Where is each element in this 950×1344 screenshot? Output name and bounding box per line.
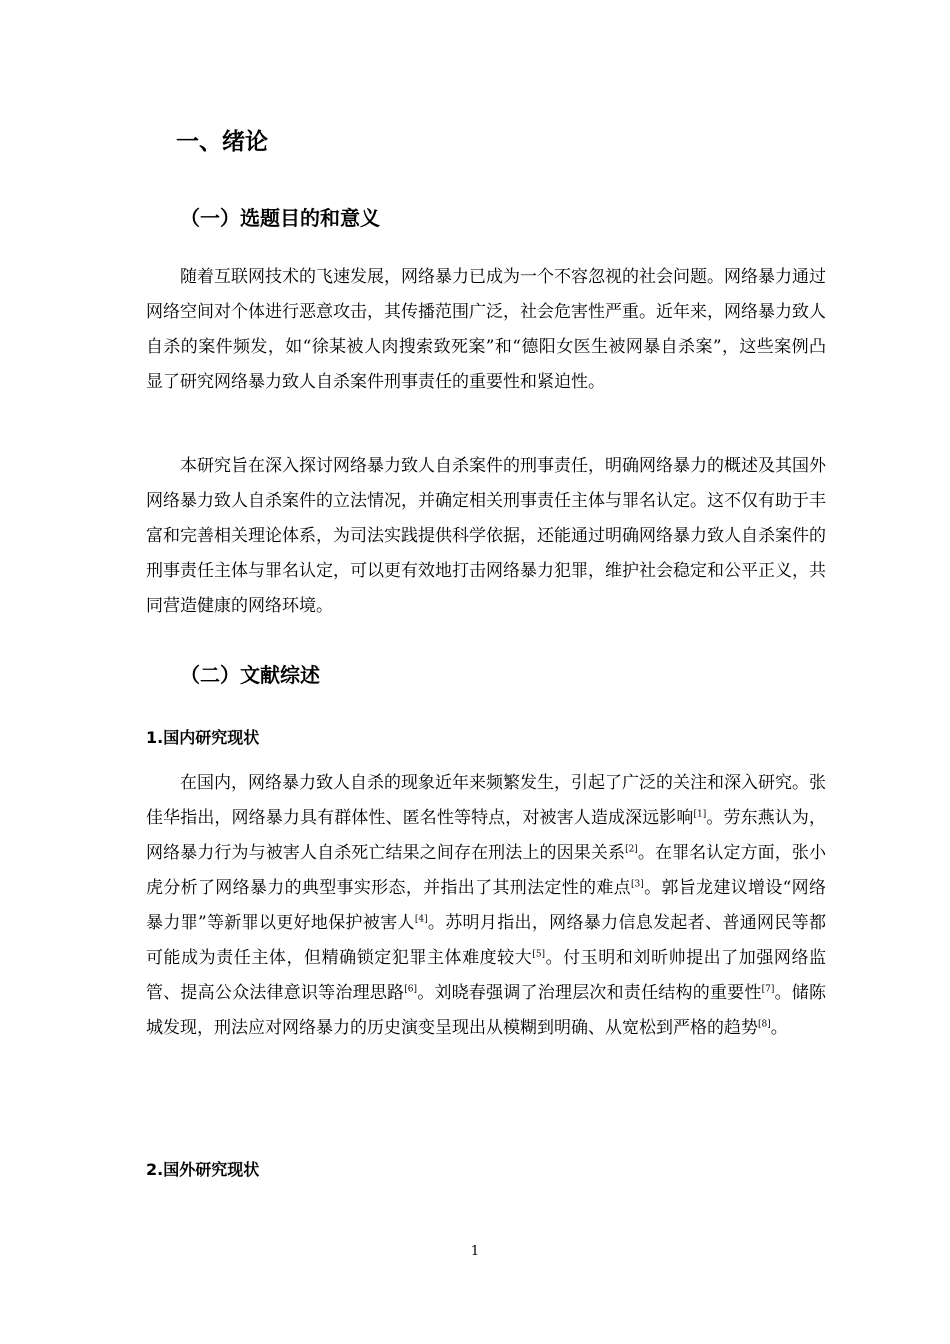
- subsection-heading-domestic: 1.国内研究现状: [146, 728, 260, 747]
- chapter-heading: 一、绪论: [176, 129, 268, 155]
- paragraph-domestic-research: [146, 766, 826, 1046]
- text-segment: 。储陈城发现，刑法应对网络暴力的历史演变呈现出从模糊到明确、从宽松到严格的趋势: [146, 983, 827, 1038]
- citation-ref: [8]: [758, 1019, 771, 1030]
- paragraph-purpose-2: 本研究旨在深入探讨网络暴力致人自杀案件的刑事责任，明确网络暴力的概述及其国外网络暴力致人自杀案件的立法情况，并确定相关刑事责任主体与罪名认定。这不仅有助于丰富和完善相关理论体系，为司法实践提供科学依据，还能通过明确网络暴力致人自杀案件的刑事责任主体与罪名认定，可以更有效地打击网络暴力犯罪，维护社会稳定和公平正义，共同营造健康的网络环境。: [146, 456, 826, 616]
- text-segment: 在国内，网络暴力致人自杀的现象近年来频繁发生，引起了广泛的关注和深入研究。张佳华指出，网络暴力具有群体性、匿名性等特点，对被害人造成深远影响: [146, 773, 826, 828]
- text-segment: 。苏明月指出，网络暴力信息发起者、普通网民等都可能成为责任主体，但精确锁定犯罪主体难度较大: [146, 913, 826, 968]
- citation-ref: [7]: [761, 984, 775, 995]
- text-segment: 。在罪名认定方面，张小虎分析了网络暴力的典型事实形态，并指出了其刑法定性的难点: [146, 843, 827, 898]
- text-segment: 。刘晓春强调了治理层次和责任结构的重要性: [417, 983, 762, 1003]
- page-number: 1: [470, 1244, 480, 1259]
- citation-ref: [4]: [414, 914, 428, 925]
- citation-ref: [5]: [532, 949, 546, 960]
- section-heading-literature: （二）文献综述: [180, 663, 320, 687]
- paragraph-purpose-1: 随着互联网技术的飞速发展，网络暴力已成为一个不容忽视的社会问题。网络暴力通过网络空间对个体进行恶意攻击，其传播范围广泛，社会危害性严重。近年来，网络暴力致人自杀的案件频发，如“徐某被人肉搜索致死案”和“德阳女医生被网暴自杀案”，这些案例凸显了研究网络暴力致人自杀案件刑事责任的重要性和紧迫性。: [146, 267, 826, 392]
- citation-ref: [3]: [631, 879, 644, 890]
- section-heading-purpose: （一）选题目的和意义: [180, 206, 380, 230]
- text-segment: 。: [770, 1018, 788, 1038]
- text-segment: 。郭旨龙建议增设“网络暴力罪”等新罪以更好地保护被害人: [146, 878, 826, 933]
- citation-ref: [1]: [693, 809, 707, 820]
- text-segment: 。付玉明和刘昕帅提出了加强网络监管、提高公众法律意识等治理思路: [146, 948, 827, 1003]
- citation-ref: [6]: [404, 984, 418, 995]
- text-segment: 。劳东燕认为，网络暴力行为与被害人自杀死亡结果之间存在刑法上的因果关系: [146, 808, 827, 863]
- citation-ref: [2]: [625, 844, 638, 855]
- subsection-heading-foreign: 2.国外研究现状: [146, 1160, 260, 1179]
